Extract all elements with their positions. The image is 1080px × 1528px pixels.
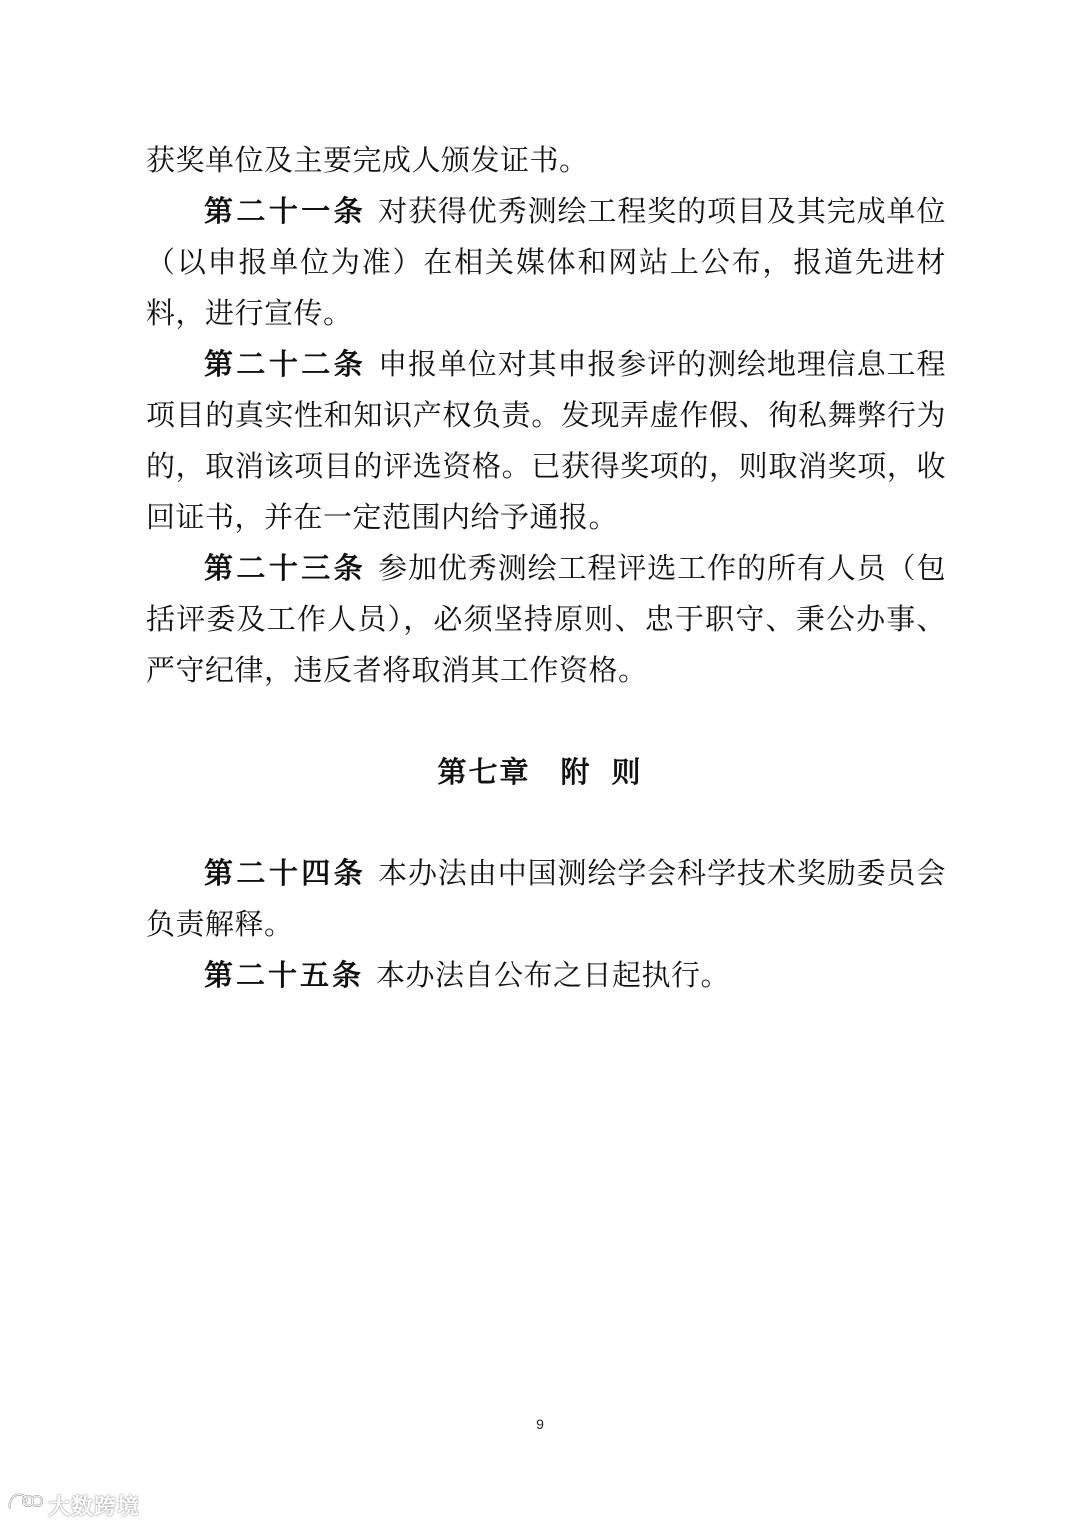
chapter-heading (0, 750, 1080, 794)
article-22-text: 申报单位对其申报参评的测绘地理信息工程项目的真实性和知识产权负责。发现弄虚作假、徇私舞弊行为的，取消该项目的评选资格。已获得奖项的，则取消奖项，收回证书，并在一定范围内给予通报。 (146, 347, 946, 534)
articles-section-1 (146, 135, 946, 696)
article-24-text: 本办法由中国测绘学会科学技术奖励委员会负责解释。 (146, 856, 946, 941)
article-23-text: 参加优秀测绘工程评选工作的所有人员（包括评委及工作人员），必须坚持原则、忠于职守、秉公办事、严守纪律，违反者将取消其工作资格。 (146, 551, 946, 687)
chapter-title-part-1: 附 (560, 755, 592, 789)
article-23 (146, 543, 946, 696)
article-25 (146, 950, 946, 1001)
chapter-number: 第七章 (437, 755, 531, 789)
continued-text: 获奖单位及主要完成人颁发证书。 (146, 143, 589, 177)
article-24-label: 第二十四条 (204, 856, 367, 890)
article-22-label: 第二十二条 (204, 347, 367, 381)
article-23-label: 第二十三条 (204, 551, 367, 585)
article-21-text: 对获得优秀测绘工程奖的项目及其完成单位（以申报单位为准）在相关媒体和网站上公布，报道先进材料，进行宣传。 (146, 194, 946, 330)
articles-section-2 (146, 848, 946, 1001)
chapter-title-part-2: 则 (611, 755, 643, 789)
page-number: 9 (536, 1416, 544, 1432)
article-25-text: 本办法自公布之日起执行。 (376, 958, 731, 992)
article-21 (146, 186, 946, 339)
logo-icon (6, 1489, 44, 1521)
continued-paragraph (146, 135, 946, 186)
article-25-label: 第二十五条 (204, 958, 365, 992)
watermark (6, 1490, 140, 1520)
article-24 (146, 848, 946, 950)
watermark-text: 大数跨境 (48, 1494, 141, 1520)
article-22 (146, 339, 946, 543)
article-21-label: 第二十一条 (204, 194, 367, 228)
